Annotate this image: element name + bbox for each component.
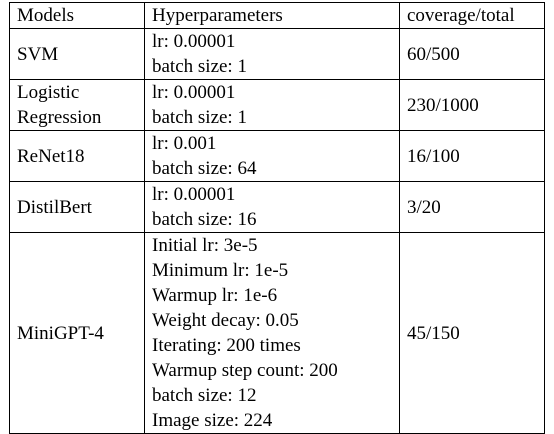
header-coverage: coverage/total	[400, 3, 545, 29]
param-line: lr: 0.00001	[152, 31, 236, 52]
model-name: MiniGPT-4	[17, 322, 104, 344]
coverage-cell: 16/100	[400, 131, 545, 182]
param-line: lr: 0.001	[152, 133, 217, 154]
param-line: batch size: 12	[152, 385, 257, 406]
header-models: Models	[10, 3, 145, 29]
table-row	[10, 80, 545, 131]
params-cell	[145, 182, 400, 233]
param-line: Warmup lr: 1e-6	[152, 285, 278, 306]
coverage-cell: 230/1000	[400, 80, 545, 131]
hyperparameter-table	[9, 2, 545, 434]
model-name: SVM	[17, 43, 59, 65]
model-cell	[10, 182, 145, 233]
param-line: lr: 0.00001	[152, 82, 236, 103]
table-row	[10, 29, 545, 80]
table-row	[10, 131, 545, 182]
model-name: Logistic	[17, 82, 80, 103]
param-line: Initial lr: 3e-5	[152, 235, 258, 256]
model-name: Regression	[17, 107, 102, 128]
param-line: Weight decay: 0.05	[152, 310, 299, 331]
model-cell	[10, 131, 145, 182]
table-row	[10, 233, 545, 434]
model-cell	[10, 80, 145, 131]
header-hyperparameters: Hyperparameters	[145, 3, 400, 29]
param-line: Iterating: 200 times	[152, 335, 301, 356]
param-line: batch size: 1	[152, 56, 247, 77]
model-name: DistilBert	[17, 196, 92, 218]
params-cell	[145, 80, 400, 131]
param-line: batch size: 64	[152, 158, 257, 179]
params-cell	[145, 131, 400, 182]
param-line: batch size: 1	[152, 107, 247, 128]
param-line: batch size: 16	[152, 209, 257, 230]
coverage-cell: 45/150	[400, 233, 545, 434]
param-line: Warmup step count: 200	[152, 360, 338, 381]
coverage-cell: 3/20	[400, 182, 545, 233]
param-line: Image size: 224	[152, 410, 273, 431]
header-row	[10, 3, 545, 29]
coverage-cell: 60/500	[400, 29, 545, 80]
table-row	[10, 182, 545, 233]
model-cell	[10, 233, 145, 434]
param-line: lr: 0.00001	[152, 184, 236, 205]
model-cell	[10, 29, 145, 80]
params-cell	[145, 29, 400, 80]
params-cell	[145, 233, 400, 434]
model-name: ReNet18	[17, 145, 85, 167]
param-line: Minimum lr: 1e-5	[152, 260, 289, 281]
